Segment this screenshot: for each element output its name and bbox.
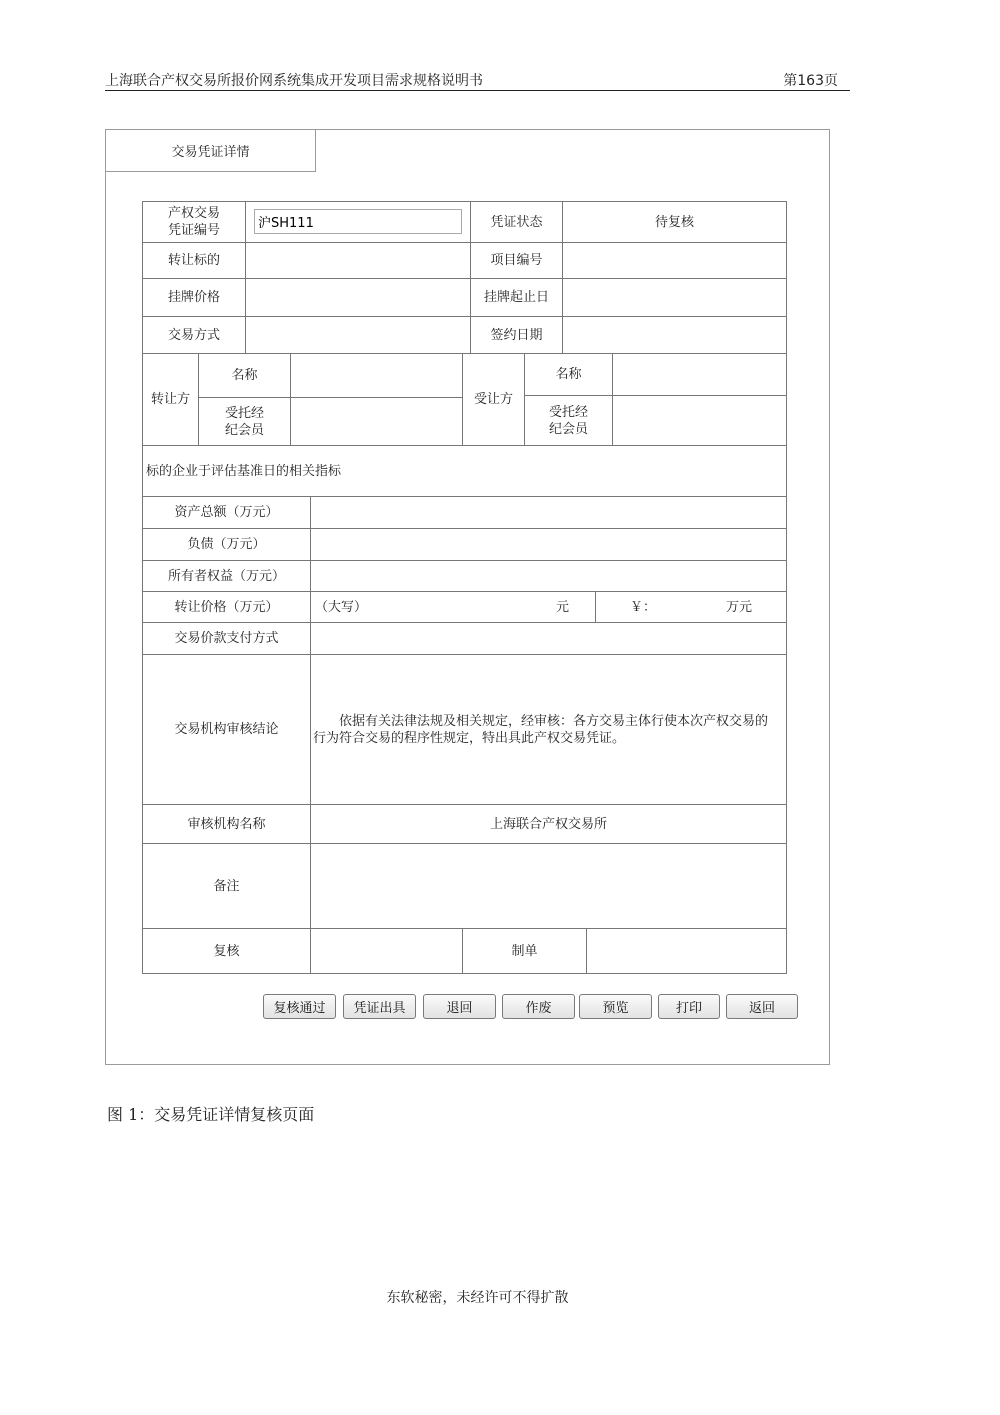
review-org-label: 审核机构名称 xyxy=(142,804,311,844)
payment-method-label: 交易价款支付方式 xyxy=(142,622,311,655)
reject-button[interactable]: 退回 xyxy=(423,994,496,1019)
trade-method-label: 交易方式 xyxy=(142,316,246,354)
status-value: 待复核 xyxy=(562,201,787,243)
review-conclusion-text: 依据有关法律法规及相关规定，经审核：各方交易主体行使本次产权交易的行为符合交易的程序性规定，特出具此产权交易凭证。 xyxy=(310,654,787,805)
confidential-footer: 东软秘密，未经许可不得扩散 xyxy=(386,1290,569,1306)
project-no-value xyxy=(562,242,787,279)
total-assets-label: 资产总额（万元） xyxy=(142,496,311,529)
trade-method-value xyxy=(245,316,471,354)
equity-label: 所有者权益（万元） xyxy=(142,560,311,592)
transferee-broker-label: 受托经 纪会员 xyxy=(524,395,613,446)
recheck-label: 复核 xyxy=(142,928,311,974)
back-button[interactable]: 返回 xyxy=(726,994,798,1019)
yuan-label: 元 xyxy=(556,599,570,615)
listing-price-value xyxy=(245,278,471,317)
transfer-price-label: 转让价格（万元） xyxy=(142,591,311,623)
indicators-heading: 标的企业于评估基准日的相关指标 xyxy=(142,445,787,497)
recheck-value xyxy=(310,928,463,974)
transferor-label: 转让方 xyxy=(142,353,199,446)
page-number: 第163页 xyxy=(783,73,838,89)
transfer-price-daxie-cell xyxy=(310,591,596,623)
approve-recheck-button[interactable]: 复核通过 xyxy=(263,994,336,1019)
status-label: 凭证状态 xyxy=(470,201,563,243)
sign-date-label: 签约日期 xyxy=(470,316,563,354)
target-value xyxy=(245,242,471,279)
payment-method-value xyxy=(310,622,787,655)
daxie-label: （大写） xyxy=(315,599,368,615)
preview-button[interactable]: 预览 xyxy=(579,994,652,1019)
liabilities-value xyxy=(310,528,787,561)
yen-label: ￥： xyxy=(630,599,657,615)
review-org-value: 上海联合产权交易所 xyxy=(310,804,787,844)
tab-certificate-detail[interactable]: 交易凭证详情 xyxy=(106,130,316,172)
listing-period-label: 挂牌起止日 xyxy=(470,278,563,317)
wanyuan-label: 万元 xyxy=(726,599,753,615)
print-button[interactable]: 打印 xyxy=(658,994,720,1019)
listing-price-label: 挂牌价格 xyxy=(142,278,246,317)
review-conclusion-label: 交易机构审核结论 xyxy=(142,654,311,805)
liabilities-label: 负债（万元） xyxy=(142,528,311,561)
cert-no-label: 产权交易 凭证编号 xyxy=(142,201,246,243)
transferor-name-label: 名称 xyxy=(198,353,291,398)
document-title: 上海联合产权交易所报价网系统集成开发项目需求规格说明书 xyxy=(105,73,483,89)
listing-period-value xyxy=(562,278,787,317)
equity-value xyxy=(310,560,787,592)
prepare-value xyxy=(586,928,787,974)
total-assets-value xyxy=(310,496,787,529)
transferor-broker-label: 受托经 纪会员 xyxy=(198,397,291,446)
transferee-broker-value xyxy=(612,395,787,446)
cert-no-input[interactable] xyxy=(254,209,462,234)
remarks-value xyxy=(310,843,787,929)
transferor-broker-value xyxy=(290,397,463,446)
transfer-price-number-cell xyxy=(595,591,787,623)
figure-caption: 图 1：交易凭证详情复核页面 xyxy=(107,1105,315,1124)
transferee-name-label: 名称 xyxy=(524,353,613,396)
void-button[interactable]: 作废 xyxy=(502,994,575,1019)
project-no-label: 项目编号 xyxy=(470,242,563,279)
transferor-name-value xyxy=(290,353,463,398)
remarks-label: 备注 xyxy=(142,843,311,929)
transferee-name-value xyxy=(612,353,787,396)
prepare-label: 制单 xyxy=(462,928,587,974)
target-label: 转让标的 xyxy=(142,242,246,279)
transferee-label: 受让方 xyxy=(462,353,525,446)
sign-date-value xyxy=(562,316,787,354)
issue-certificate-button[interactable]: 凭证出具 xyxy=(343,994,416,1019)
document-header xyxy=(105,70,850,91)
